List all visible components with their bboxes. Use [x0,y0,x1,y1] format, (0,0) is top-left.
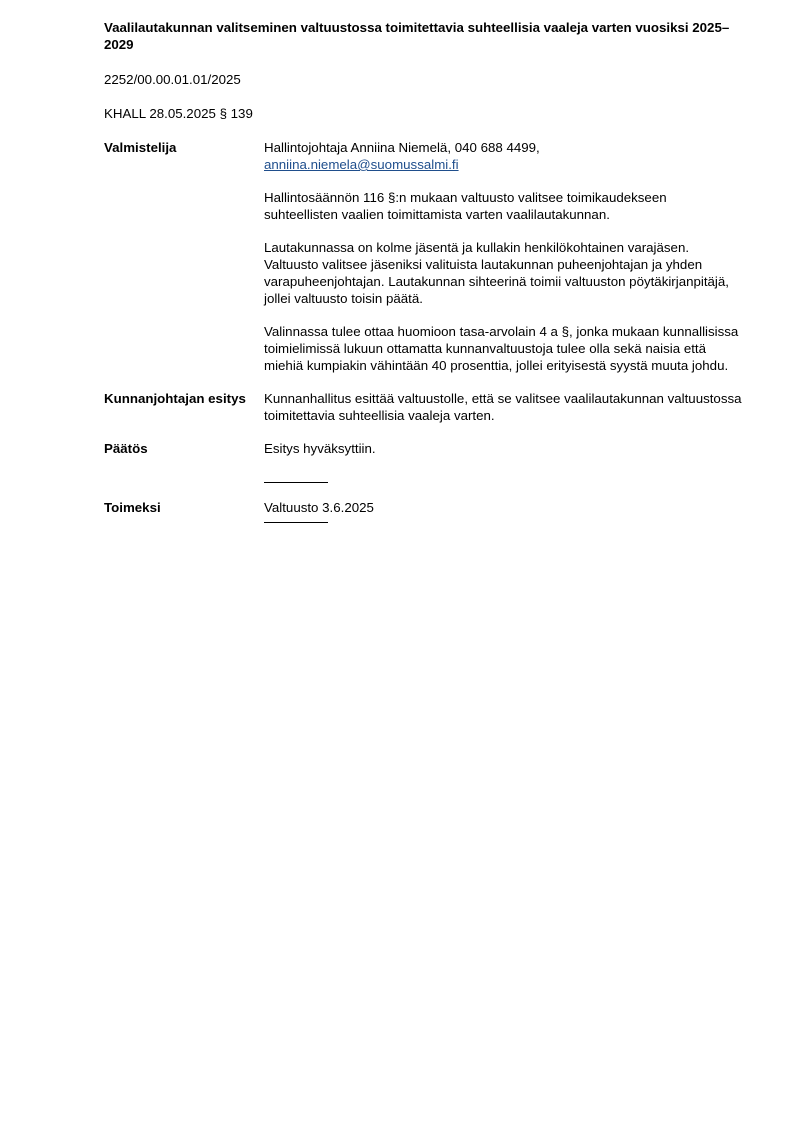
paatos-text: Esitys hyväksyttiin. [264,441,376,456]
paatos-label: Päätös [104,441,148,456]
valmistelija-paragraph-2: Lautakunnassa on kolme jäsentä ja kullakin henkilökohtainen varajäsen. Valtuusto valitsee jäseniksi valituista lautakunnan puheenjohtajan ja yhden varapuheenjohtajan. Lautakunnan sihteerinä toimii valtuuston pöytäkirjanpitäjä, jollei valtuusto toisin päätä. [264,240,729,306]
valmistelija-content [264,139,744,374]
document-page [104,19,744,523]
document-title: Vaalilautakunnan valitseminen valtuustossa toimitettavia suhteellisia vaaleja varten vuosiksi 2025–2029 [104,20,730,52]
valmistelija-paragraph-1: Hallintosäännön 116 §:n mukaan valtuusto valitsee toimikaudekseen suhteellisten vaalien toimittamista varten vaalilautakunnan. [264,190,667,222]
reference-number: 2252/00.00.01.01/2025 [104,72,241,87]
toimeksi-content [264,499,744,523]
toimeksi-section [104,499,744,523]
toimeksi-text: Valtuusto 3.6.2025 [264,500,374,515]
toimeksi-divider [264,522,328,523]
toimeksi-label: Toimeksi [104,500,161,515]
valmistelija-contact: Hallintojohtaja Anniina Niemelä, 040 688 4499, [264,140,540,155]
valmistelija-paragraph-3: Valinnassa tulee ottaa huomioon tasa-arvolain 4 a §, jonka mukaan kunnallisissa toimielimissä lukuun ottamatta kunnanvaltuustoja tulee olla sekä naisia että miehiä kumpiakin vähintään 40 prosenttia, jollei erityisestä syystä muuta johdu. [264,324,739,373]
valmistelija-contact-block [264,139,744,173]
valmistelija-section [104,139,744,374]
valmistelija-label: Valmistelija [104,140,177,155]
meeting-reference: KHALL 28.05.2025 § 139 [104,106,253,121]
esitys-text: Kunnanhallitus esittää valtuustolle, että se valitsee vaalilautakunnan valtuustossa toimitettavia suhteellisia vaaleja varten. [264,391,742,423]
paatos-section [104,440,744,457]
esitys-label: Kunnanjohtajan esitys [104,391,246,406]
valmistelija-email-link[interactable]: anniina.niemela@suomussalmi.fi [264,157,459,172]
paatos-divider [264,482,328,483]
esitys-section [104,390,744,424]
